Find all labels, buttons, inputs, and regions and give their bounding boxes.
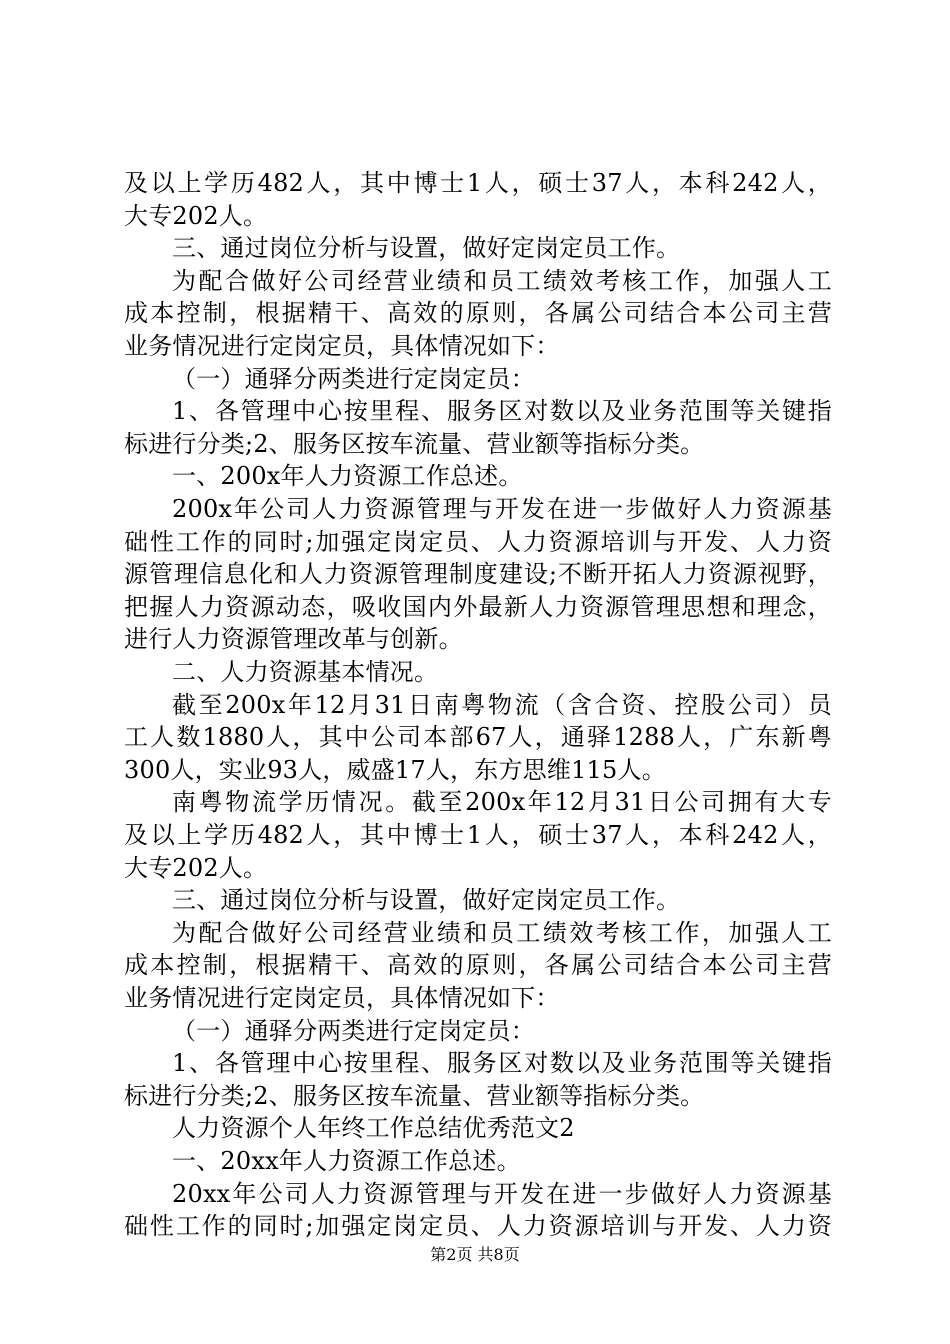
text-line: 大专202人。 — [124, 853, 268, 882]
text-line: 为配合做好公司经营业绩和员工绩效考核工作，加强人工 — [172, 266, 832, 295]
text-line: 成本控制，根据精干、高效的原则，各属公司结合本公司主营 — [124, 951, 832, 980]
text-line: 为配合做好公司经营业绩和员工绩效考核工作，加强人工 — [172, 918, 832, 947]
text-line: 标进行分类;2、服务区按车流量、营业额等指标分类。 — [124, 429, 705, 458]
text-line: 二、人力资源基本情况。 — [172, 658, 439, 686]
text-line: 把握人力资源动态，吸收国内外最新人力资源管理思想和理念， — [124, 592, 832, 621]
text-line: 南粤物流学历情况。截至200x年12月31日公司拥有大专 — [172, 788, 832, 817]
text-line: 业务情况进行定岗定员，具体情况如下： — [124, 332, 560, 360]
text-line: 工人数1880人，其中公司本部67人，通驿1288人，广东新粤 — [124, 723, 832, 752]
text-line: 1、各管理中心按里程、服务区对数以及业务范围等关键指 — [172, 1049, 832, 1078]
text-line: （一）通驿分两类进行定岗定员： — [172, 1016, 535, 1045]
text-line: 标进行分类;2、服务区按车流量、营业额等指标分类。 — [124, 1081, 705, 1110]
text-line: 源管理信息化和人力资源管理制度建设;不断开拓人力资源视野， — [124, 560, 832, 589]
text-line: 1、各管理中心按里程、服务区对数以及业务范围等关键指 — [172, 397, 832, 426]
text-line: 300人，实业93人，威盛17人，东方思维115人。 — [124, 755, 666, 784]
text-line: 三、通过岗位分析与设置，做好定岗定员工作。 — [172, 886, 681, 915]
text-line: 及以上学历482人，其中博士1人，硕士37人，本科242人， — [124, 169, 832, 197]
text-line: 20xx年公司人力资源管理与开发在进一步做好人力资源基 — [172, 1179, 832, 1208]
text-line: 业务情况进行定岗定员，具体情况如下： — [124, 984, 560, 1012]
page-footer: 第2页 共8页 — [430, 1245, 520, 1264]
text-line: 础性工作的同时;加强定岗定员、人力资源培训与开发、人力资 — [124, 527, 832, 556]
text-line: 础性工作的同时;加强定岗定员、人力资源培训与开发、人力资 — [124, 1212, 832, 1241]
text-line: 截至200x年12月31日南粤物流（含合资、控股公司）员 — [172, 690, 832, 719]
text-line: 人力资源个人年终工作总结优秀范文2 — [172, 1114, 575, 1143]
text-line: 一、20xx年人力资源工作总述。 — [172, 1147, 521, 1175]
text-line: 一、200x年人力资源工作总述。 — [172, 462, 523, 491]
text-line: 三、通过岗位分析与设置，做好定岗定员工作。 — [172, 234, 681, 263]
text-line: （一）通驿分两类进行定岗定员： — [172, 364, 535, 393]
text-line: 及以上学历482人，其中博士1人，硕士37人，本科242人， — [124, 821, 832, 849]
text-line: 大专202人。 — [124, 201, 268, 230]
text-line: 200x年公司人力资源管理与开发在进一步做好人力资源基 — [172, 495, 832, 523]
text-line: 进行人力资源管理改革与创新。 — [124, 625, 463, 654]
text-line: 成本控制，根据精干、高效的原则，各属公司结合本公司主营 — [124, 299, 832, 328]
